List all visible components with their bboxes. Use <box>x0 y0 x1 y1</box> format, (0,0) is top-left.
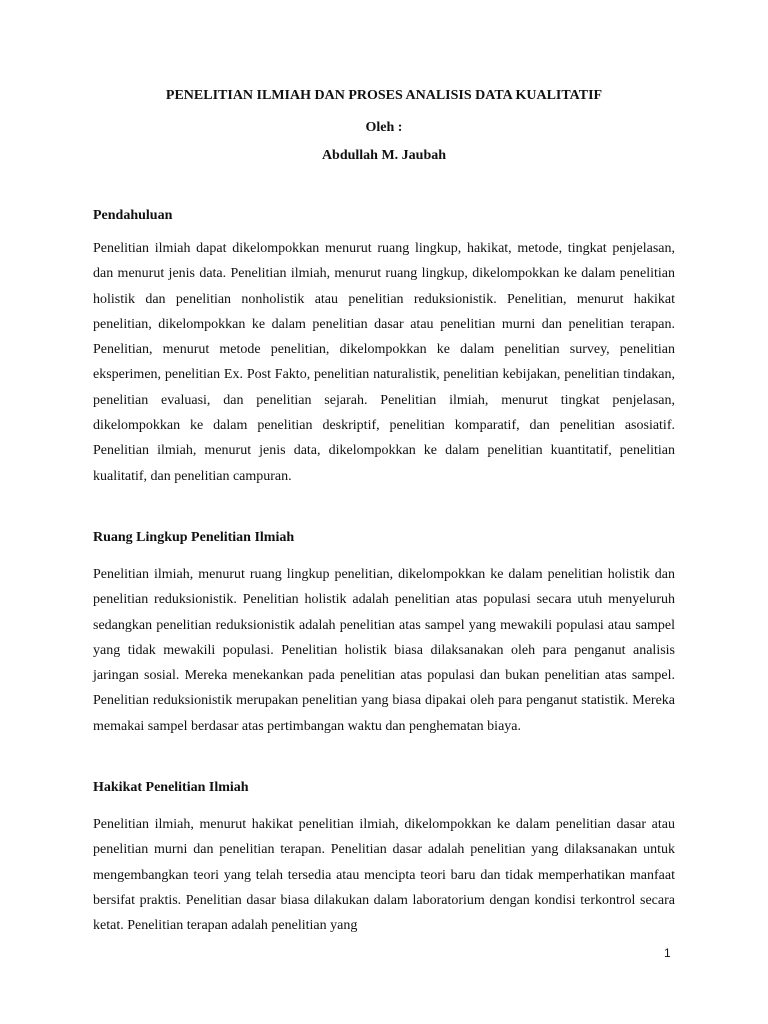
by-label: Oleh : <box>365 120 403 135</box>
section-heading-ruang-lingkup: Ruang Lingkup Penelitian Ilmiah <box>93 530 295 545</box>
document-title: PENELITIAN ILMIAH DAN PROSES ANALISIS DATA KUALITATIF <box>165 88 603 103</box>
section-body-ruang-lingkup: Penelitian ilmiah, menurut ruang lingkup penelitian, dikelompokkan ke dalam penelitian holistik dan penelitian reduksionistik. Penelitian holistik adalah penelitian atas populasi secara utuh menyeluruh sedangkan penelitian reduksionistik adalah penelitian atas sampel yang mewakili populasi atau sampel yang tidak mewakili populasi. Penelitian holistik biasa dilaksanakan oleh para penganut analisis jaringan sosial. Mereka menekankan pada penelitian atas populasi dan bukan penelitian atas sampel. Penelitian reduksionistik merupakan penelitian yang biasa dipakai oleh para penganut statistik. Mereka memakai sampel berdasar atas pertimbangan waktu dan penghematan biaya. <box>93 567 675 734</box>
section-body-hakikat: Penelitian ilmiah, menurut hakikat penelitian ilmiah, dikelompokkan ke dalam penelitian dasar atau penelitian murni dan penelitian terapan. Penelitian dasar adalah penelitian yang dilaksanakan untuk mengembangkan teori yang telah tersedia atau mencipta teori baru dan tidak memperhatikan manfaat bersifat praktis. Penelitian dasar biasa dilakukan dalam laboratorium dengan kondisi terkontrol secara ketat. Penelitian terapan adalah penelitian yang <box>93 817 675 934</box>
author-name: Abdullah M. Jaubah <box>321 148 447 163</box>
section-heading-pendahuluan: Pendahuluan <box>93 208 173 223</box>
section-body-pendahuluan: Penelitian ilmiah dapat dikelompokkan menurut ruang lingkup, hakikat, metode, tingkat penjelasan, dan menurut jenis data. Penelitian ilmiah, menurut ruang lingkup, dikelompokkan ke dalam penelitian holistik dan penelitian nonholistik atau penelitian reduksionistik. Penelitian, menurut hakikat penelitian, dikelompokkan ke dalam penelitian dasar atau penelitian murni dan penelitian terapan. Penelitian, menurut metode penelitian, dikelompokkan ke dalam penelitian survey, penelitian eksperimen, penelitian Ex. Post Fakto, penelitian naturalistik, penelitian kebijakan, penelitian tindakan, penelitian evaluasi, dan penelitian sejarah. Penelitian ilmiah, menurut tingkat penjelasan, dikelompokkan ke dalam penelitian deskriptif, penelitian komparatif, dan penelitian asosiatif. Penelitian ilmiah, menurut jenis data, dikelompokkan ke dalam penelitian kuantitatif, penelitian kualitatif, dan penelitian campuran. <box>93 241 675 484</box>
page-number: 1 <box>664 946 671 960</box>
section-heading-hakikat: Hakikat Penelitian Ilmiah <box>93 780 249 795</box>
